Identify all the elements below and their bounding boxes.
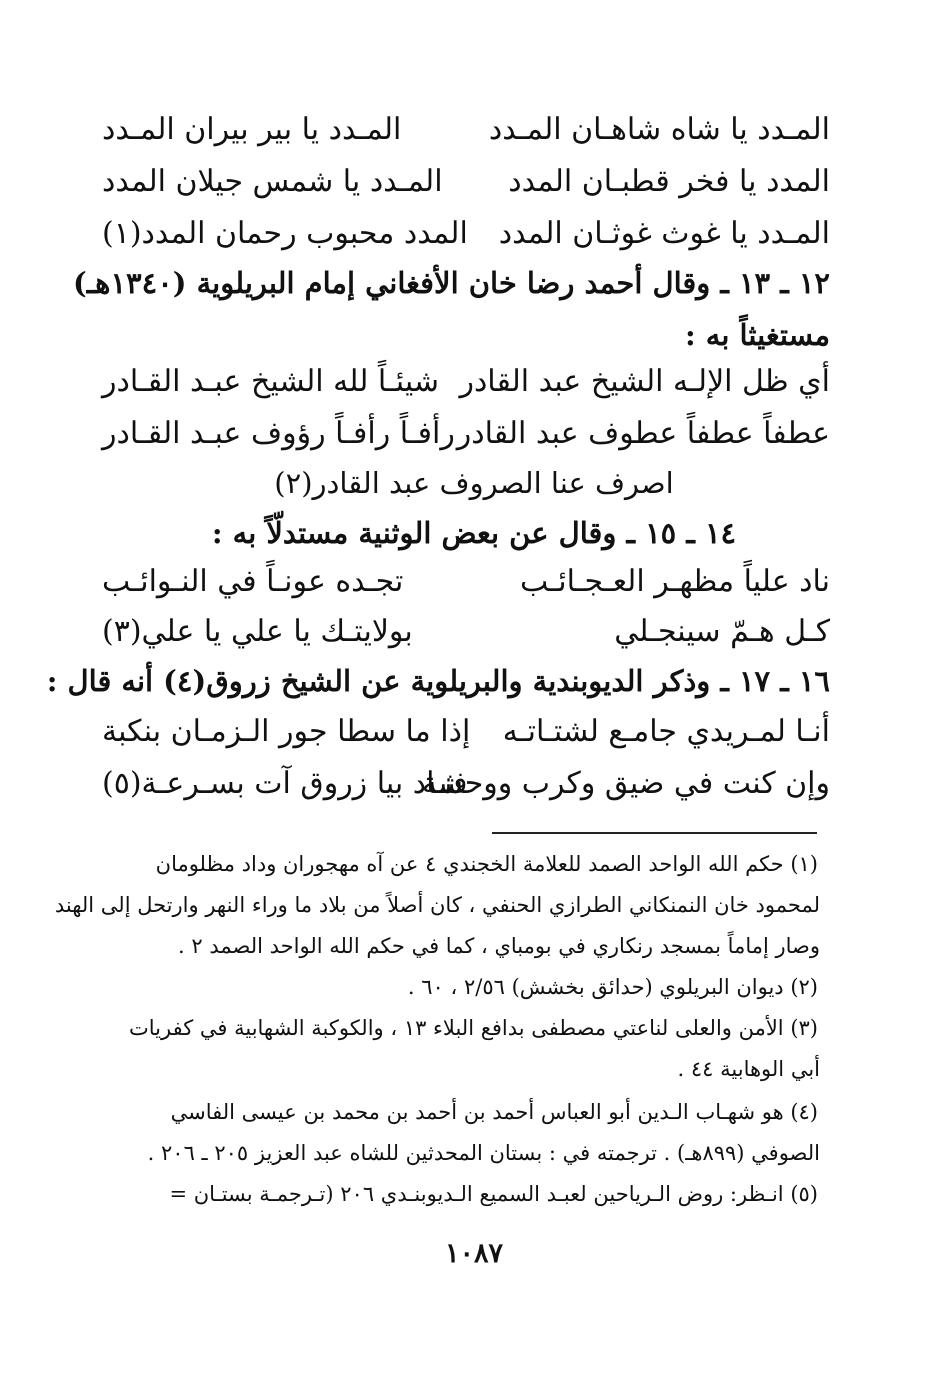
footnote-1-line-2: لمحمود خان النمنكاني الطرازي الحنفي ، كان أصلاً من بلاد ما وراء النهر وارتحل إلى الهند [54, 893, 820, 917]
paragraph-16-17: ١٦ ـ ١٧ ـ وذكر الديوبندية والبريلوية عن الشيخ زروق(٤) أنه قال : [46, 664, 830, 698]
footnote-4-line-1: (٤) هو شهـاب الـدين أبو العباس أحمد بن أحمد بن محمد بن عيسى الفاسي [170, 1100, 818, 1124]
footnote-separator [492, 832, 817, 834]
verse-6-left: تجـده عونـاً في النـوائـب [102, 564, 404, 599]
footnote-4-line-2: الصوفي (٨٩٩هـ) . ترجمته في : بستان المحدثين للشاه عبد العزيز ٢٠٥ ـ ٢٠٦ . [147, 1141, 820, 1165]
verse-9-right: وإن كنت في ضيق وكرب ووحشة [421, 766, 830, 801]
paragraph-12-13: ١٢ ـ ١٣ ـ وقال أحمد رضا خان الأفغاني إمام البريلوية (١٣٤٠هـ) [72, 266, 830, 300]
verse-6-right: ناد علياً مظهـر العـجـائـب [520, 564, 830, 599]
footnote-3-line-1: (٣) الأمن والعلى لناعتي مصطفى بدافع البلاء ١٣ ، والكوكبة الشهابية في كفريات [128, 1016, 818, 1040]
verse-3-right: المـدد يا غوث غوثـان المدد [498, 216, 830, 251]
footnote-3-line-2: أبي الوهابية ٤٤ . [677, 1057, 820, 1081]
page-number: ١٠٨٧ [444, 1238, 503, 1269]
verse-9-left: فنـاد بيا زروق آت بسـرعـة(٥) [102, 766, 468, 801]
verse-1-right: المـدد يا شاه شاهـان المـدد [488, 112, 830, 147]
footnote-5: (٥) انـظر: روض الـرياحين لعبـد السميع الـديوبنـدي ٢٠٦ (تـرجمـة بستـان = [169, 1182, 818, 1206]
verse-8-right: أنـا لمـريدي جامـع لشتـاتـه [502, 714, 830, 749]
paragraph-12-13-continued: مستغيثاً به : [685, 318, 830, 352]
verse-centered: اصرف عنا الصروف عبد القادر(٢) [274, 466, 674, 500]
verse-2-right: المدد يا فخر قطبـان المدد [508, 164, 830, 199]
footnote-1-line-1: (١) حكم الله الواحد الصمد للعلامة الخجندي ٤ عن آه مهجوران وداد مظلومان [155, 852, 818, 876]
verse-5-left: رأفـاً رأفـاً رؤوف عبـد القـادر [102, 416, 455, 451]
verse-7-left: بولايتـك يا علي يا علي(٣) [102, 614, 413, 649]
verse-4-right: أي ظل الإلـه الشيخ عبد القادر [459, 364, 830, 399]
verse-2-left: المـدد يا شمس جيلان المدد [102, 164, 443, 199]
verse-3-left: المدد محبوب رحمان المدد(١) [102, 216, 468, 251]
verse-4-left: شيئـاً لله الشيخ عبـد القـادر [102, 364, 440, 399]
footnote-2: (٢) ديوان البريلوي (حدائق بخشش) ٢/٥٦ ، ٦٠ . [407, 975, 818, 999]
footnote-1-line-3: وصار إماماً بمسجد رنكاري في بومباي ، كما في حكم الله الواحد الصمد ٢ . [178, 934, 820, 958]
verse-1-left: المـدد يا بير بيران المـدد [102, 112, 402, 147]
verse-8-left: إذا ما سطا جور الـزمـان بنكبة [102, 714, 471, 749]
verse-7-right: كـل هـمّ سينجـلي [614, 614, 830, 649]
verse-5-right: عطفاً عطفاً عطوف عبد القادر [456, 416, 830, 451]
paragraph-14-15: ١٤ ـ ١٥ ـ وقال عن بعض الوثنية مستدلّاً به : [211, 516, 737, 550]
